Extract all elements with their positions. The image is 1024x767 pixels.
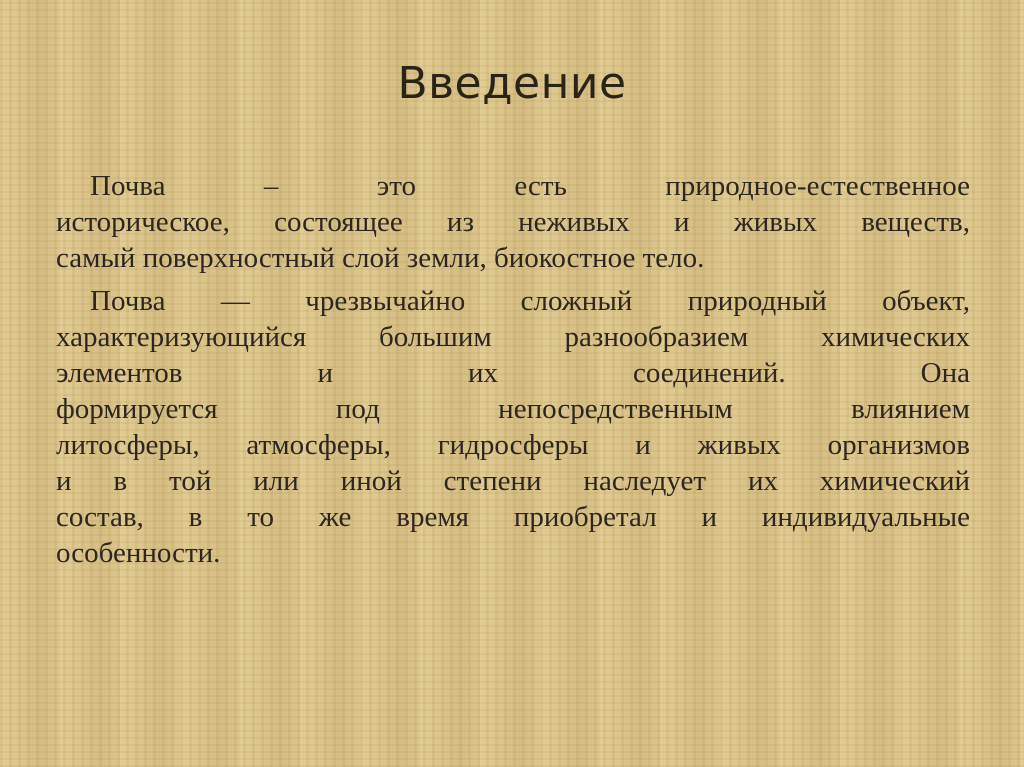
text-line: литосферы, атмосферы, гидросферы и живых организмов	[56, 429, 970, 461]
text-line: характеризующийся большим разнообразием химических	[56, 321, 970, 353]
slide-body	[56, 168, 970, 578]
text-line: формируется под непосредственным влиянием	[56, 393, 970, 425]
slide-title: Введение	[397, 58, 627, 109]
text-line: Почва – это есть природное-естественное	[90, 170, 970, 202]
text-line: особенности.	[56, 537, 221, 569]
paragraph-2	[56, 283, 970, 571]
text-line: историческое, состоящее из неживых и живых веществ,	[56, 206, 970, 238]
text-line: и в той или иной степени наследует их химический	[56, 465, 970, 497]
text-line: состав, в то же время приобретал и индивидуальные	[56, 501, 970, 533]
text-line: Почва — чрезвычайно сложный природный объект,	[90, 285, 970, 317]
text-line: самый поверхностный слой земли, биокостное тело.	[56, 242, 705, 274]
text-line: элементов и их соединений. Она	[56, 357, 970, 389]
paragraph-1	[56, 168, 970, 276]
